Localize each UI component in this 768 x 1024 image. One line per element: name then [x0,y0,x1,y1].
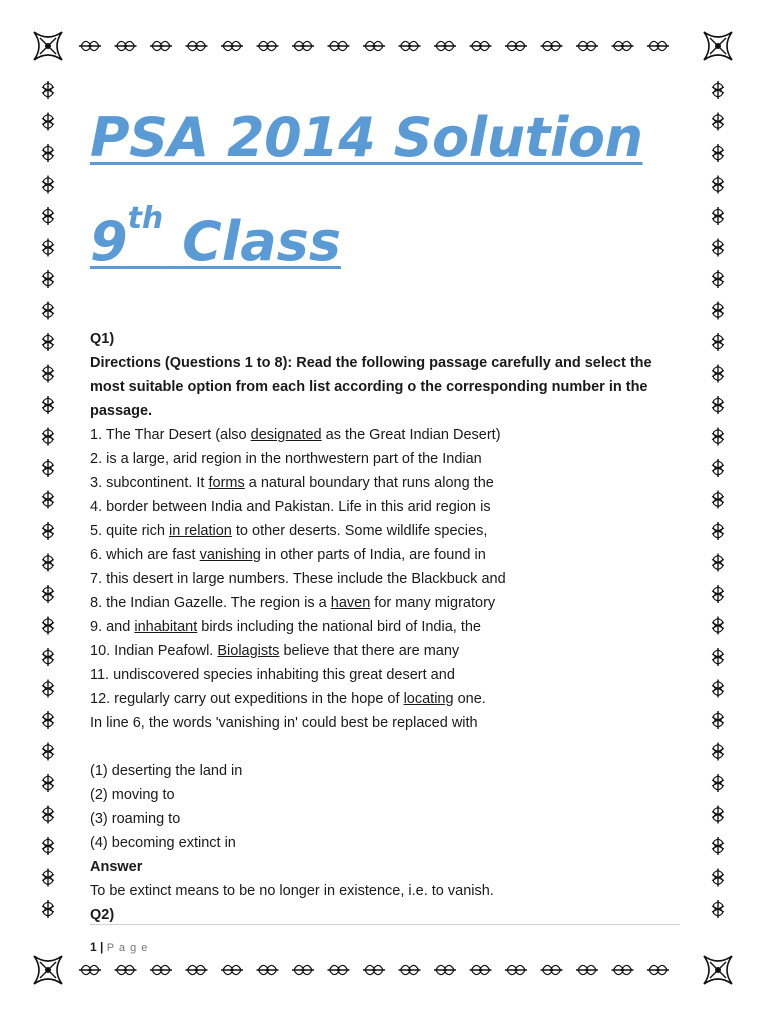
answer-label: Answer [90,859,143,875]
passage-line-text: as the Great Indian Desert) [321,427,501,443]
border-bottom-ornament [541,965,563,974]
border-top-ornament [292,41,314,50]
border-bottom-ornament [150,965,172,974]
border-right-ornament [712,837,724,855]
border-right-ornament [712,396,724,414]
title-class-word: Class [182,210,341,273]
passage-line-text: birds including the national bird of India, the [197,619,481,635]
passage-line [90,447,690,471]
border-left-ornament [42,617,54,635]
border-top-ornament [186,41,208,50]
border-left-ornament [42,144,54,162]
border-left-ornament [42,648,54,666]
passage-line-text: 1. The Thar Desert (also [90,427,251,443]
border-top-ornament [328,41,350,50]
answer-option: (2) moving to [90,787,175,803]
passage-line-text: for many migratory [370,595,496,611]
border-left-ornament [42,900,54,918]
passage-line-text: 3. subcontinent. It [90,475,209,491]
passage-line-text: one. [453,691,486,707]
border-right-ornament [712,869,724,887]
border-left-ornament [42,869,54,887]
border-right-ornament [712,900,724,918]
answer-option: (3) roaming to [90,811,181,827]
border-left-ornament [42,176,54,194]
passage-line [90,567,690,591]
page-label: P a g e [106,942,149,954]
border-top-ornament [115,41,137,50]
underlined-word: designated [250,427,322,443]
border-top-ornament [470,41,492,50]
footer-rule [90,924,680,925]
border-right-ornament [712,459,724,477]
page-number: 1 | [90,940,104,954]
page-footer [90,940,148,954]
options-list [90,759,690,855]
answer-text: To be extinct means to be no longer in existence, i.e. to vanish. [90,883,494,899]
border-bottom-ornament [115,965,137,974]
border-right-ornament [712,711,724,729]
passage-line-text: 4. border between India and Pakistan. Life in this arid region is [90,499,491,515]
border-right-ornament [712,806,724,824]
passage-line [90,495,690,519]
document-body [90,327,690,927]
border-right-ornament [712,774,724,792]
border-top-ornament [150,41,172,50]
question-text: In line 6, the words 'vanishing in' could best be replaced with [90,715,478,731]
border-left-ornament [42,270,54,288]
border-right-ornament [712,302,724,320]
directions-text: Directions (Questions 1 to 8): Read the following passage carefully and select the most suitable option from each list according o the corresponding number in the passage. [90,355,652,419]
underlined-word: inhabitant [134,619,198,635]
passage-line [90,543,690,567]
passage-line [90,423,690,447]
border-bottom-ornament [470,965,492,974]
border-left-ornament [42,333,54,351]
passage-line-text: 9. and [90,619,135,635]
border-bottom-ornament [79,965,101,974]
underlined-word: Biolagists [217,643,280,659]
passage-line-text: 11. undiscovered species inhabiting this great desert and [90,667,455,683]
border-bottom-ornament [612,965,634,974]
border-left-ornament [42,743,54,761]
passage-line-text: believe that there are many [279,643,460,659]
answer-option: (4) becoming extinct in [90,835,236,851]
border-top-ornament [221,41,243,50]
border-left-ornament [42,491,54,509]
border-bottom-ornament [292,965,314,974]
question-2-label: Q2) [90,907,115,923]
border-right-ornament [712,176,724,194]
border-left-ornament [42,428,54,446]
border-bottom-ornament [186,965,208,974]
border-bottom-ornament [647,965,669,974]
border-left-ornament [42,554,54,572]
underlined-word: vanishing [199,547,261,563]
passage-line-text: a natural boundary that runs along the [244,475,494,491]
passage-line-text: 8. the Indian Gazelle. The region is a [90,595,331,611]
title-line-2 [90,201,341,273]
passage-line [90,471,690,495]
border-right-ornament [712,522,724,540]
border-left-ornament [42,585,54,603]
border-right-ornament [712,743,724,761]
border-left-ornament [42,207,54,225]
border-corner-ornament [34,32,62,60]
border-top-ornament [576,41,598,50]
border-left-ornament [42,113,54,131]
border-right-ornament [712,81,724,99]
passage-line-text: to other deserts. Some wildlife species, [231,523,488,539]
border-right-ornament [712,428,724,446]
border-right-ornament [712,680,724,698]
border-left-ornament [42,459,54,477]
border-left-ornament [42,81,54,99]
border-top-ornament [79,41,101,50]
passage-line [90,663,690,687]
border-right-ornament [712,365,724,383]
underlined-word: forms [208,475,245,491]
border-bottom-ornament [257,965,279,974]
passage-line-text: 10. Indian Peafowl. [90,643,218,659]
passage-line-text: 2. is a large, arid region in the northwestern part of the Indian [90,451,482,467]
border-right-ornament [712,144,724,162]
title-class-superscript: th [127,201,164,236]
question-1-label: Q1) [90,331,115,347]
border-top-ornament [612,41,634,50]
border-left-ornament [42,806,54,824]
border-top-ornament [505,41,527,50]
border-right-ornament [712,585,724,603]
border-corner-ornament [34,956,62,984]
border-bottom-ornament [399,965,421,974]
border-left-ornament [42,396,54,414]
border-top-ornament [257,41,279,50]
passage-line [90,639,690,663]
border-corner-ornament [704,956,732,984]
underlined-word: in relation [169,523,232,539]
border-right-ornament [712,207,724,225]
border-bottom-ornament [505,965,527,974]
passage-line-text: 7. this desert in large numbers. These include the Blackbuck and [90,571,506,587]
underlined-word: locating [403,691,454,707]
title-line-1: PSA 2014 Solution [90,106,643,169]
passage-line-text: 12. regularly carry out expeditions in the hope of [90,691,404,707]
border-top-ornament [541,41,563,50]
border-left-ornament [42,680,54,698]
border-top-ornament [434,41,456,50]
border-bottom-ornament [363,965,385,974]
border-right-ornament [712,113,724,131]
border-left-ornament [42,837,54,855]
border-right-ornament [712,270,724,288]
border-left-ornament [42,711,54,729]
border-left-ornament [42,302,54,320]
answer-option: (1) deserting the land in [90,763,243,779]
border-top-ornament [647,41,669,50]
border-left-ornament [42,365,54,383]
passage [90,423,690,711]
border-top-ornament [399,41,421,50]
border-bottom-ornament [434,965,456,974]
border-right-ornament [712,239,724,257]
border-top-ornament [363,41,385,50]
border-left-ornament [42,774,54,792]
underlined-word: haven [330,595,371,611]
border-corner-ornament [704,32,732,60]
border-right-ornament [712,648,724,666]
passage-line [90,519,690,543]
passage-line [90,591,690,615]
border-right-ornament [712,333,724,351]
passage-line [90,615,690,639]
border-bottom-ornament [328,965,350,974]
passage-line-text: in other parts of India, are found in [260,547,486,563]
border-right-ornament [712,554,724,572]
passage-line [90,687,690,711]
border-bottom-ornament [221,965,243,974]
border-right-ornament [712,617,724,635]
border-bottom-ornament [576,965,598,974]
passage-line-text: 5. quite rich [90,523,169,539]
passage-line-text: 6. which are fast [90,547,200,563]
border-left-ornament [42,239,54,257]
border-right-ornament [712,491,724,509]
border-left-ornament [42,522,54,540]
title-class-number: 9 [90,210,128,273]
